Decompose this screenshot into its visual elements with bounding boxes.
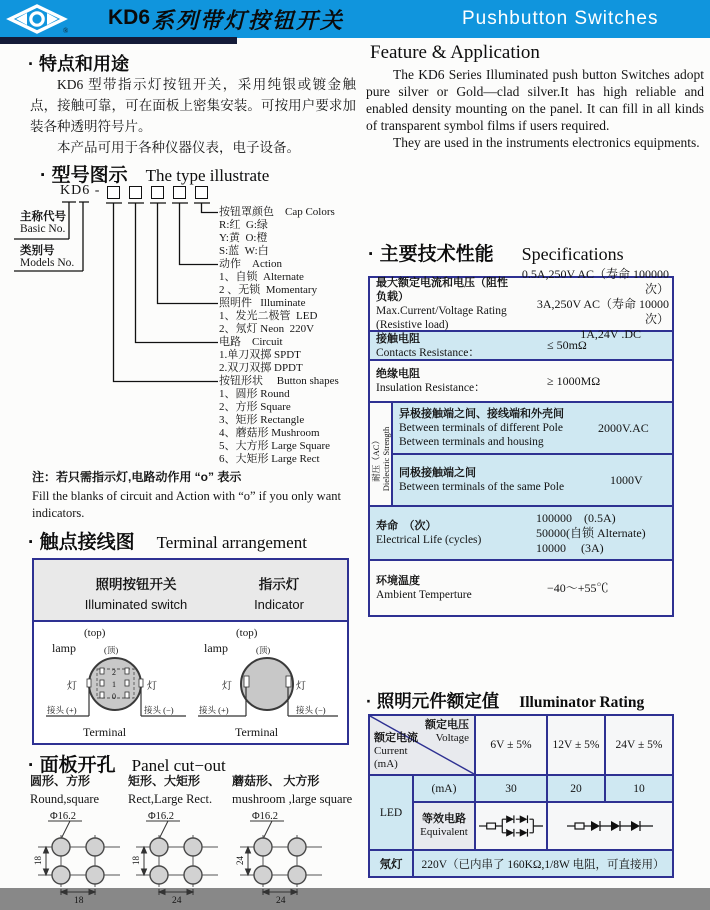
terminal-box <box>32 558 349 745</box>
cutout-drawing <box>128 809 228 905</box>
led-circuit-series-icon <box>567 818 653 834</box>
spec-label: 接触电阻 <box>376 332 420 345</box>
spec-row-insulation-resistance <box>370 359 672 401</box>
cutout-round-square <box>30 772 134 910</box>
cutout-label-cn: 蘑菇形、 大方形 <box>232 774 320 788</box>
illuminator-heading <box>366 688 644 713</box>
dielectric-side-cn: 耐压（AC） <box>371 436 381 482</box>
feature-application-paragraph-1: The KD6 Series Illuminated push button Switches adopt pure silver or Gold—clad silver.It has high reliable and enabled density mounting on the panel. It can fill in all kinds of transparent symbol films if users required. <box>366 67 704 133</box>
spec-value: −40～+55℃ <box>547 580 609 595</box>
voltage-corner-cn: 额定电压 <box>425 719 469 731</box>
legend-item: 2.双刀双掷 DPDT <box>219 362 303 374</box>
spec-label: Contacts Resistance： <box>376 346 480 359</box>
features-heading: · 特点和用途 <box>28 54 129 74</box>
illuminator-corner-cell <box>370 716 474 774</box>
spec-label: 最大额定电流和电压（阻性负载） <box>376 277 508 303</box>
spec-label: Between terminals and housing <box>399 436 544 448</box>
terminal-col2-en: Indicator <box>254 597 304 612</box>
spec-label: Between terminals of the same Pole <box>399 481 565 493</box>
svg-text:Φ16.2: Φ16.2 <box>252 811 279 822</box>
led-row-label: LED <box>370 776 412 849</box>
svg-text:24: 24 <box>235 856 245 865</box>
panel-cutout-heading-cn: · 面板开孔 <box>28 755 116 776</box>
equivalent-label-en: Equivalent <box>420 826 468 838</box>
svg-text:Φ16.2: Φ16.2 <box>50 811 77 822</box>
spec-value: 1A,24V .DC <box>580 326 641 341</box>
indicator-terminal-diagram <box>192 624 344 742</box>
equivalent-label-cn: 等效电路 <box>422 813 466 825</box>
spec-value: 10000 (3A) <box>536 540 604 555</box>
features-paragraph-1: KD6 型带指示灯按钮开关，采用纯银或镀金触点，接触可靠，可在面板上密集安装。可按用户要求加装各种透明符号片。 <box>30 77 356 134</box>
spec-label: 环境温度 <box>376 575 420 587</box>
spec-label: 寿命 （次） <box>376 520 437 532</box>
terminal-heading <box>28 527 307 554</box>
spec-value: 1000V <box>610 472 643 487</box>
svg-text:灯: 灯 <box>147 681 157 692</box>
note-cn: 注：若只需指示灯,电路动作用 “o” 表示 <box>32 470 242 484</box>
cutout-mushroom-large-square <box>232 772 360 910</box>
type-code-box-5 <box>195 186 208 199</box>
dielectric-side-en: Dielectric Strength <box>381 426 391 492</box>
voltage-corner-en: Voltage <box>435 732 469 744</box>
svg-text:接头 (+): 接头 (+) <box>47 705 77 715</box>
type-code-box-1 <box>107 186 120 199</box>
dielectric-side-label <box>370 403 393 505</box>
feature-application-body <box>366 66 704 151</box>
svg-text:18: 18 <box>74 896 84 906</box>
feature-application-paragraph-2: They are used in the instruments electronics equipments. <box>393 135 700 150</box>
spec-label: 同极接触端之间 <box>399 467 476 479</box>
legend-item: 2、氖灯 Neon 220V <box>219 323 315 335</box>
svg-text:(顶): (顶) <box>256 645 271 655</box>
legend-item: 2、方形 Square <box>219 401 291 413</box>
svg-text:24: 24 <box>276 896 286 906</box>
type-code-diagram <box>0 180 360 472</box>
header-underline <box>0 37 237 44</box>
legend-item: 1、自锁 Alternate <box>219 271 304 283</box>
legend-item: 1.单刀双掷 SPDT <box>219 349 301 361</box>
spec-value: 100000 (0.5A) <box>536 510 616 525</box>
cutout-drawing <box>232 809 332 905</box>
spec-label: Electrical Life (cycles) <box>376 534 482 546</box>
illuminator-heading-en: Illuminator Rating <box>519 694 645 711</box>
header-title-en: Pushbutton Switches <box>462 8 659 29</box>
spec-label: Ambient Temperture <box>376 589 472 601</box>
feature-application-heading: Feature & Application <box>370 42 540 63</box>
spec-label: Between terminals of different Pole <box>399 422 563 434</box>
svg-text:接头 (−): 接头 (−) <box>296 705 326 715</box>
spec-label: 绝缘电阻 <box>376 368 420 380</box>
dielectric-row-same-pole <box>393 453 672 505</box>
illuminator-table <box>368 714 674 878</box>
led-circuit-parallel-icon <box>479 811 543 841</box>
legend-item: 电路 Circuit <box>219 336 283 348</box>
dielectric-row-different-pole <box>393 403 672 453</box>
cutout-drawing <box>30 809 130 905</box>
header-bar <box>0 0 710 38</box>
neon-rating-value: 220V（已内串了 160KΩ,1/8W 电阻，可直接用） <box>414 851 672 876</box>
spec-value: 2000V.AC <box>598 420 649 435</box>
voltage-24v: 24V ± 5% <box>606 716 672 774</box>
spec-label: 异极接触端之间、接线端和外壳间 <box>399 408 564 420</box>
terminal-col2-cn: 指示灯 <box>258 577 300 592</box>
voltage-12v: 12V ± 5% <box>548 716 604 774</box>
note-en: Fill the blanks of circuit and Action with “o” if you only want indicators. <box>32 489 341 520</box>
terminal-col1-cn: 照明按钮开关 <box>95 577 177 592</box>
illuminator-heading-cn: · 照明元件额定值 <box>366 691 500 711</box>
svg-text:1: 1 <box>112 680 116 689</box>
specs-heading <box>368 239 624 266</box>
svg-text:接头 (+): 接头 (+) <box>199 705 229 715</box>
spec-label: Max.Current/Voltage Rating <box>376 305 507 317</box>
legend-item: S:蓝 W:白 <box>219 245 269 257</box>
cutout-label-cn: 矩形、大矩形 <box>128 774 201 788</box>
header-title-cn: 系列带灯按钮开关 <box>152 8 345 33</box>
current-corner-en: Current <box>374 745 408 757</box>
svg-text:灯: 灯 <box>296 681 306 692</box>
type-code-box-2 <box>129 186 142 199</box>
type-code-box-3 <box>151 186 164 199</box>
equivalent-circuit-6v <box>476 803 546 849</box>
current-corner-unit: (mA) <box>374 758 398 770</box>
terminal-col2-label <box>224 573 334 612</box>
equivalent-circuit-12v-24v <box>548 803 672 849</box>
spec-value: 50000(自锁 Alternate) <box>536 525 646 540</box>
terminal-heading-cn: · 触点接线图 <box>28 532 135 553</box>
svg-text:18: 18 <box>33 856 43 865</box>
neon-row-label: 氖灯 <box>370 851 412 876</box>
features-body <box>30 74 356 158</box>
cutout-rect-large-rect <box>128 772 232 910</box>
legend-item: 3、矩形 Rectangle <box>219 414 305 426</box>
legend-item: 5、大方形 Large Square <box>219 440 330 452</box>
ma-24v: 10 <box>606 776 672 801</box>
spec-value: ≤ 50mΩ <box>547 338 587 352</box>
terminal-heading-en: Terminal arrangement <box>156 533 307 552</box>
panel-cutout-heading-en: Panel cut−out <box>131 756 226 775</box>
legend-item: 照明件 Illuminate <box>219 297 306 309</box>
legend-item: 按钮罩颜色 Cap Colors <box>219 206 335 218</box>
svg-text:24: 24 <box>172 896 182 906</box>
legend-item: 按钮形状 Button shapes <box>219 375 339 387</box>
type-code-box-4 <box>173 186 186 199</box>
spec-row-electrical-life <box>370 505 672 559</box>
terminal-box-header <box>34 560 347 622</box>
spec-value: ≥ 1000MΩ <box>547 373 601 388</box>
basic-no-label-en: Basic No. <box>20 223 66 235</box>
cutout-label-en: mushroom ,large square <box>232 792 353 806</box>
type-code-legend <box>219 206 360 466</box>
brand-logo-icon <box>8 3 70 35</box>
svg-text:lamp: lamp <box>52 641 76 655</box>
basic-no-label-cn: 主称代号 <box>20 211 66 223</box>
cutout-label-cn: 圆形、方形 <box>30 774 91 788</box>
legend-item: 动作 Action <box>219 258 282 270</box>
svg-text:(top): (top) <box>236 627 258 639</box>
legend-item: 1、发光二极管 LED <box>219 310 318 322</box>
terminal-col1-label <box>56 573 216 612</box>
ma-12v: 20 <box>548 776 604 801</box>
terminal-col1-en: Illuminated switch <box>84 597 188 612</box>
cutout-label-en: Round,square <box>30 792 100 806</box>
svg-text:(顶): (顶) <box>104 645 119 655</box>
voltage-6v: 6V ± 5% <box>476 716 546 774</box>
svg-text:灯: 灯 <box>222 681 232 692</box>
type-illustrate-heading-en: The type illustrate <box>145 166 270 185</box>
specs-heading-cn: · 主要技术性能 <box>368 244 494 265</box>
legend-item: 1、圆形 Round <box>219 388 290 400</box>
legend-item: 6、大矩形 Large Rect <box>219 453 320 465</box>
current-corner-cn: 额定电流 <box>374 732 418 744</box>
svg-text:18: 18 <box>131 856 141 865</box>
svg-text:灯: 灯 <box>67 681 77 692</box>
spec-row-ambient <box>370 559 672 615</box>
specs-table <box>368 266 674 617</box>
legend-item: 2 、无锁 Momentary <box>219 284 318 296</box>
svg-text:Terminal: Terminal <box>83 725 127 739</box>
spec-row-dielectric <box>370 401 672 505</box>
legend-item: R:红 G:绿 <box>219 219 268 231</box>
models-no-label-en: Models No. <box>20 257 75 269</box>
type-code-note <box>32 468 356 522</box>
features-paragraph-2: 本产品可用于各种仪器仪表，电子设备。 <box>57 140 300 155</box>
specs-heading-en: Specifications <box>521 244 624 264</box>
ma-6v: 30 <box>476 776 546 801</box>
svg-text:0: 0 <box>112 692 116 701</box>
type-code-prefix: KD6 - <box>60 183 101 198</box>
svg-text:2: 2 <box>112 668 116 677</box>
svg-text:接头 (−): 接头 (−) <box>144 705 174 715</box>
spec-value: 0.5A,250V AC（寿命 100000 次） <box>521 266 669 296</box>
legend-item: Y:黄 O:橙 <box>219 232 268 244</box>
legend-item: 4、蘑菇形 Mushroom <box>219 427 320 439</box>
switch-terminal-diagram <box>40 624 192 742</box>
cutout-label-en: Rect,Large Rect. <box>128 792 213 806</box>
type-illustrate-heading-cn: · 型号图示 <box>40 165 128 186</box>
svg-text:Terminal: Terminal <box>235 725 279 739</box>
svg-text:(top): (top) <box>84 627 106 639</box>
models-no-label-cn: 类别号 <box>20 245 55 257</box>
svg-text:lamp: lamp <box>204 641 228 655</box>
svg-text:®: ® <box>63 27 69 35</box>
spec-label: (Resistive load) <box>376 319 449 331</box>
equivalent-label <box>414 803 474 849</box>
ma-label: (mA) <box>414 776 474 801</box>
header-model: KD6 <box>108 6 151 29</box>
spec-label: Insulation Resistance： <box>376 382 486 394</box>
svg-text:Φ16.2: Φ16.2 <box>148 811 175 822</box>
spec-value: 3A,250V AC（寿命 10000 次） <box>536 296 669 326</box>
